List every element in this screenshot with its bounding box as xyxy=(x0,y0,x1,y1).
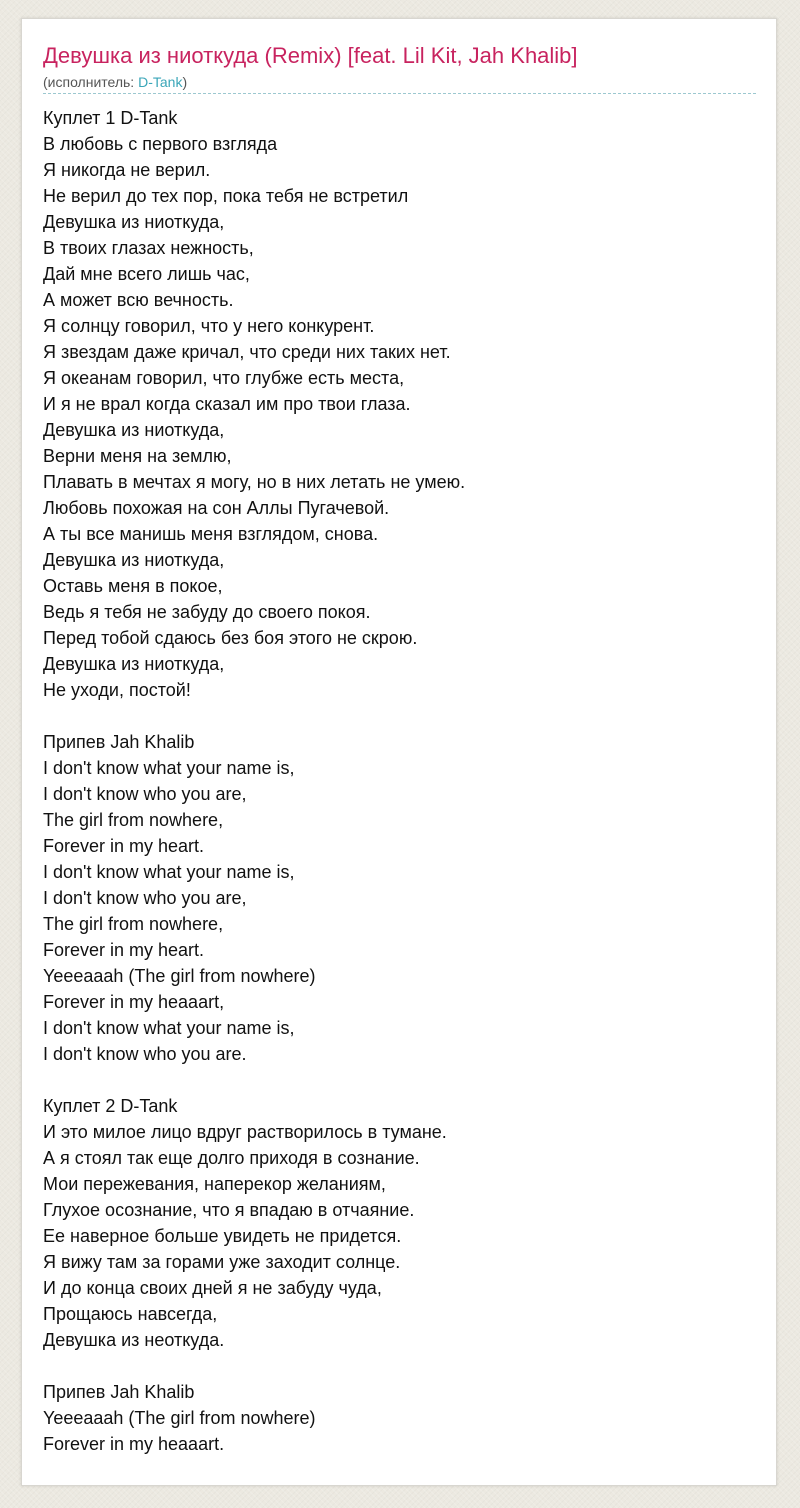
lyrics-stanza xyxy=(43,105,763,703)
lyrics-stanza xyxy=(43,729,763,1067)
lyric-line: Дай мне всего лишь час, xyxy=(43,264,250,284)
artist-link[interactable]: D-Tank xyxy=(138,74,183,90)
lyrics-stanza xyxy=(43,1093,763,1353)
stanza-heading: Куплет 2 D-Tank xyxy=(43,1096,178,1116)
lyric-line: I don't know who you are. xyxy=(43,1044,247,1064)
lyric-line: I don't know what your name is, xyxy=(43,758,295,778)
lyric-line: Forever in my heart. xyxy=(43,940,205,960)
stanza-heading: Припев Jah Khalib xyxy=(43,732,195,752)
lyric-line: I don't know what your name is, xyxy=(43,1018,295,1038)
lyric-line: Девушка из ниоткуда, xyxy=(43,654,225,674)
lyric-line: Плавать в мечтах я могу, но в них летать не умею. xyxy=(43,472,466,492)
lyrics-card xyxy=(21,18,777,1486)
lyric-line: I don't know what your name is, xyxy=(43,862,295,882)
lyric-line: И это милое лицо вдруг растворилось в тумане. xyxy=(43,1122,447,1142)
lyric-line: Я солнцу говорил, что у него конкурент. xyxy=(43,316,375,336)
lyric-line: Девушка из неоткуда. xyxy=(43,1330,225,1350)
lyric-line: Forever in my heaaart, xyxy=(43,992,225,1012)
lyric-line: В любовь с первого взгляда xyxy=(43,134,278,154)
lyric-line: Перед тобой сдаюсь без боя этого не скрою. xyxy=(43,628,418,648)
lyric-line: В твоих глазах нежность, xyxy=(43,238,254,258)
stanza-heading: Припев Jah Khalib xyxy=(43,1382,195,1402)
lyric-line: Ее наверное больше увидеть не придется. xyxy=(43,1226,402,1246)
lyric-line: Yeeeaaah (The girl from nowhere) xyxy=(43,966,316,986)
lyric-line: Я звездам даже кричал, что среди них таких нет. xyxy=(43,342,451,362)
lyric-line: Мои пережевания, наперекор желаниям, xyxy=(43,1174,386,1194)
lyric-line: И до конца своих дней я не забуду чуда, xyxy=(43,1278,382,1298)
lyric-line: Yeeeaaah (The girl from nowhere) xyxy=(43,1408,316,1428)
lyric-line: Ведь я тебя не забуду до своего покоя. xyxy=(43,602,371,622)
lyric-line: Верни меня на землю, xyxy=(43,446,232,466)
stanza-heading: Куплет 1 D-Tank xyxy=(43,108,178,128)
lyric-line: Forever in my heart. xyxy=(43,836,205,856)
lyric-line: Не верил до тех пор, пока тебя не встретил xyxy=(43,186,409,206)
artist-suffix: ) xyxy=(182,74,188,90)
artist-line xyxy=(43,73,187,91)
title-divider xyxy=(43,93,756,94)
lyric-line: Я океанам говорил, что глубже есть места, xyxy=(43,368,405,388)
lyric-line: И я не врал когда сказал им про твои глаза. xyxy=(43,394,411,414)
lyric-line: Девушка из ниоткуда, xyxy=(43,550,225,570)
lyric-line: Глухое осознание, что я впадаю в отчаяние. xyxy=(43,1200,415,1220)
lyric-line: А ты все манишь меня взглядом, снова. xyxy=(43,524,379,544)
lyric-line: I don't know who you are, xyxy=(43,784,247,804)
lyric-line: А может всю вечность. xyxy=(43,290,234,310)
lyric-line: Девушка из ниоткуда, xyxy=(43,420,225,440)
lyric-line: The girl from nowhere, xyxy=(43,810,224,830)
lyric-line: Любовь похожая на сон Аллы Пугачевой. xyxy=(43,498,390,518)
lyrics-stanza xyxy=(43,1379,763,1457)
lyric-line: The girl from nowhere, xyxy=(43,914,224,934)
lyric-line: I don't know who you are, xyxy=(43,888,247,908)
artist-prefix: (исполнитель: xyxy=(43,74,139,90)
lyric-line: Прощаюсь навсегда, xyxy=(43,1304,218,1324)
lyric-line: Оставь меня в покое, xyxy=(43,576,223,596)
lyric-line: Не уходи, постой! xyxy=(43,680,191,700)
lyric-line: Forever in my heaaart. xyxy=(43,1434,225,1454)
lyric-line: Я вижу там за горами уже заходит солнце. xyxy=(43,1252,401,1272)
lyric-line: Девушка из ниоткуда, xyxy=(43,212,225,232)
lyric-line: Я никогда не верил. xyxy=(43,160,211,180)
song-title: Девушка из ниоткуда (Remix) [feat. Lil Kit, Jah Khalib] xyxy=(43,43,578,68)
lyric-line: А я стоял так еще долго приходя в сознание. xyxy=(43,1148,420,1168)
lyrics-body xyxy=(43,105,763,1483)
